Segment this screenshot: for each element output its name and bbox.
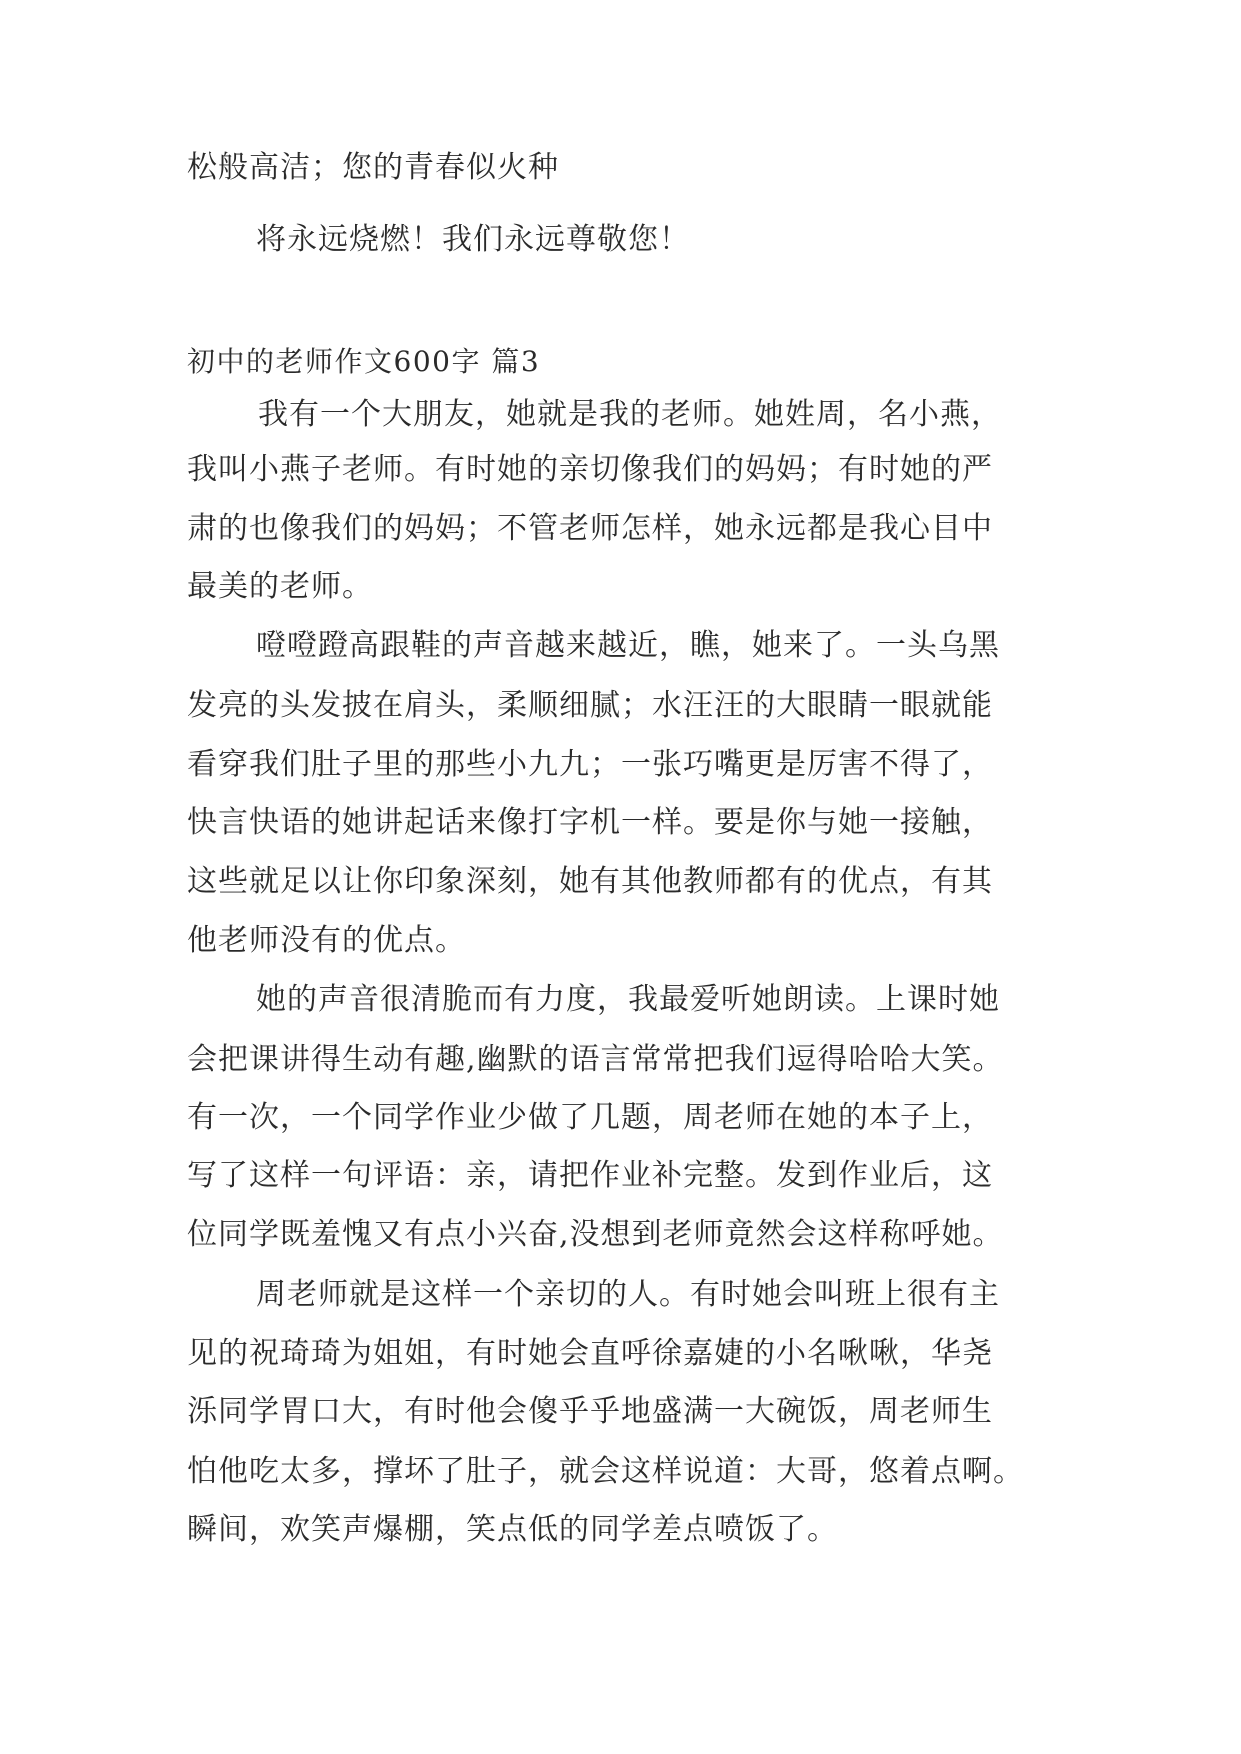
paragraph-line (0, 1453, 1241, 1491)
paragraph-line-text: 噔噔蹬高跟鞋的声音越来越近，瞧，她来了。一头乌黑 (256, 628, 1000, 663)
paragraph-line (0, 627, 1241, 665)
paragraph-line (0, 804, 1241, 842)
paragraph-line-text: 快言快语的她讲起话来像打字机一样。要是你与她一接触， (187, 805, 993, 840)
paragraph-line-text: 看穿我们肚子里的那些小九九；一张巧嘴更是厉害不得了， (187, 747, 993, 782)
paragraph-line (0, 922, 1241, 960)
paragraph-line-text: 见的祝琦琦为姐姐，有时她会直呼徐嘉婕的小名啾啾，华尧 (187, 1336, 993, 1371)
paragraph-line (0, 863, 1241, 901)
paragraph-line (0, 1511, 1241, 1549)
section-title (0, 343, 1241, 381)
paragraph-line-text: 最美的老师。 (187, 569, 373, 604)
paragraph-line (0, 451, 1241, 489)
poem-line-text: 将永远烧燃！我们永远尊敬您！ (256, 222, 690, 257)
paragraph-line-text: 她的声音很清脆而有力度，我最爱听她朗读。上课时她 (256, 982, 1000, 1017)
paragraph-line (0, 510, 1241, 548)
paragraph-line-text: 怕他吃太多，撑坏了肚子，就会这样说道：大哥，悠着点啊。 (187, 1454, 1024, 1489)
paragraph-line-text: 泺同学胃口大，有时他会傻乎乎地盛满一大碗饭，周老师生 (187, 1394, 993, 1429)
paragraph-line (0, 1276, 1241, 1314)
paragraph-line (0, 981, 1241, 1019)
paragraph-line-text: 他老师没有的优点。 (187, 923, 466, 958)
paragraph-line (0, 1335, 1241, 1373)
paragraph-line (0, 1041, 1241, 1079)
paragraph-line-text: 我叫小燕子老师。有时她的亲切像我们的妈妈；有时她的严 (187, 452, 993, 487)
paragraph-line-text: 我有一个大朋友，她就是我的老师。她姓周，名小燕， (258, 397, 1002, 432)
paragraph-line-text: 位同学既羞愧又有点小兴奋,没想到老师竟然会这样称呼她。 (187, 1217, 1004, 1252)
paragraph-line-text: 周老师就是这样一个亲切的人。有时她会叫班上很有主 (256, 1277, 1000, 1312)
poem-line (0, 149, 1241, 187)
paragraph-line-text: 会把课讲得生动有趣,幽默的语言常常把我们逗得哈哈大笑。 (187, 1042, 1004, 1077)
paragraph-line (0, 568, 1241, 606)
paragraph-line-text: 发亮的头发披在肩头，柔顺细腻；水汪汪的大眼睛一眼就能 (187, 688, 993, 723)
paragraph-line-text: 有一次，一个同学作业少做了几题，周老师在她的本子上， (187, 1100, 993, 1135)
paragraph-line-text: 肃的也像我们的妈妈；不管老师怎样，她永远都是我心目中 (187, 511, 993, 546)
paragraph-line (0, 1157, 1241, 1195)
poem-line (0, 221, 1241, 259)
paragraph-line-text: 写了这样一句评语：亲，请把作业补完整。发到作业后，这 (187, 1158, 993, 1193)
paragraph-line (0, 1099, 1241, 1137)
paragraph-line (0, 1393, 1241, 1431)
poem-line-text: 松般高洁；您的青春似火种 (187, 150, 559, 185)
section-title-text: 初中的老师作文600字 篇3 (187, 345, 541, 378)
paragraph-line (0, 746, 1241, 784)
paragraph-line (0, 687, 1241, 725)
paragraph-line-text: 瞬间，欢笑声爆棚，笑点低的同学差点喷饭了。 (187, 1512, 838, 1547)
paragraph-line-text: 这些就足以让你印象深刻，她有其他教师都有的优点，有其 (187, 864, 993, 899)
paragraph-line (0, 1216, 1241, 1254)
paragraph-line (0, 396, 1241, 434)
